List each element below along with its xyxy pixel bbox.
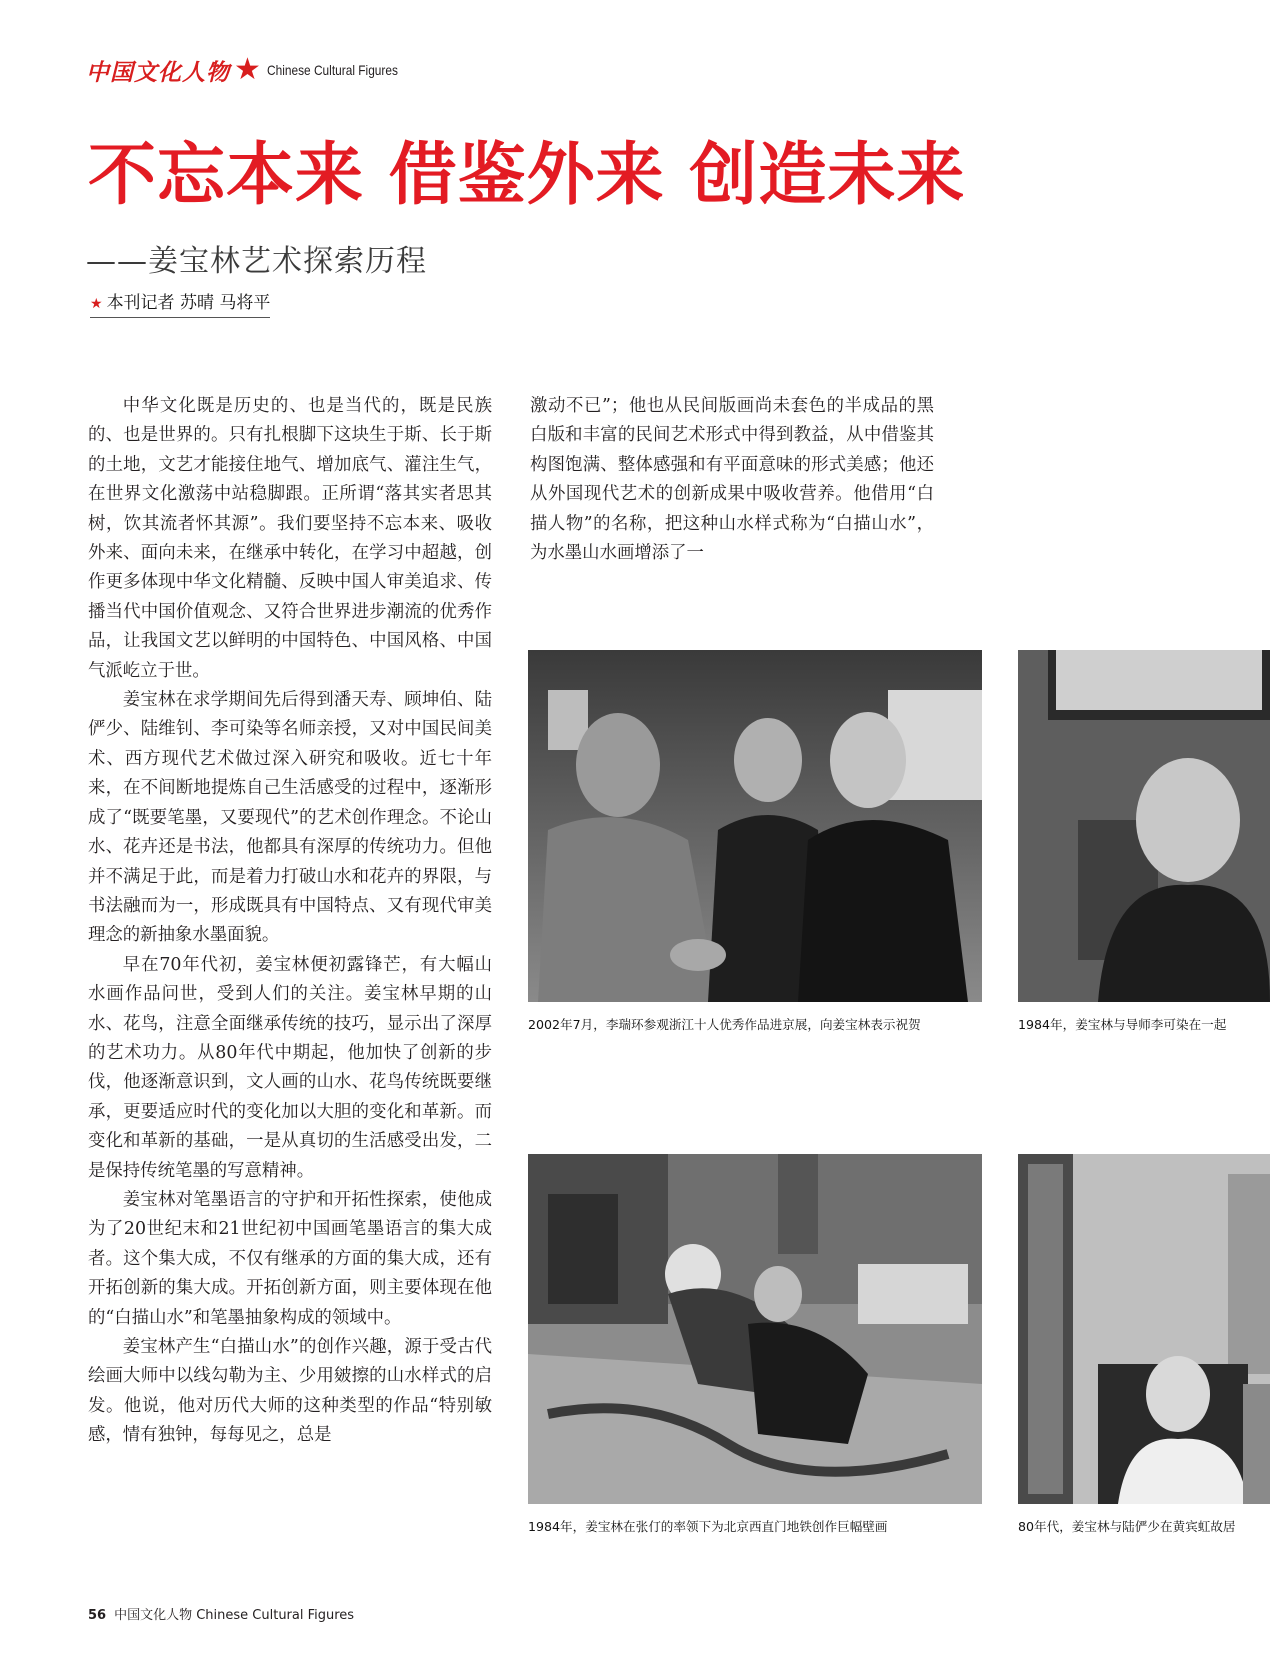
paragraph: 激动不已”；他也从民间版画尚未套色的半成品的黑白版和丰富的民间艺术形式中得到教益，从中借鉴其构图饱满、整体感强和有平面意味的形式美感；他还从外国现代艺术的创新成果中吸收营养。他借用“白描人物”的名称，把这种山水样式称为“白描山水”，为水墨山水画增添了一 [530,396,934,564]
star-icon: ★ [234,52,261,87]
photo-caption: 1984年，姜宝林与导师李可染在一起 [1018,1017,1227,1032]
photo-with-lu-yanshao [1018,1154,1270,1504]
magazine-name-cn: 中国文化人物 [86,58,230,86]
paragraph: 姜宝林在求学期间先后得到潘天寿、顾坤伯、陆俨少、陆维钊、李可染等名师亲授，又对中国民间美术、西方现代艺术做过深入研究和吸收。近七十年来，在不间断地提炼自己生活感受的过程中，逐渐形成了“既要笔墨，又要现代”的艺术创作理念。不论山水、花卉还是书法，他都具有深厚的传统功力。但他并不满足于此，而是着力打破山水和花卉的界限，与书法融而为一，形成既具有中国特点、又有现代审美理念的新抽象水墨面貌。 [88,690,492,946]
photo-caption: 1984年，姜宝林在张仃的率领下为北京西直门地铁创作巨幅壁画 [528,1519,888,1534]
magazine-name-en: Chinese Cultural Figures [266,62,398,78]
page-footer [88,1604,354,1623]
paragraph: 姜宝林对笔墨语言的守护和开拓性探索，使他成为了20世纪末和21世纪初中国画笔墨语言的集大成者。这个集大成，不仅有继承的方面的集大成，还有开拓创新的集大成。开拓创新方面，则主要体现在他的“白描山水”和笔墨抽象构成的领域中。 [88,1189,492,1328]
paragraph: 早在70年代初，姜宝林便初露锋芒，有大幅山水画作品问世，受到人们的关注。姜宝林早期的山水、花鸟，注意全面继承传统的技巧，显示出了深厚的艺术功力。从80年代中期起，他加快了创新的步伐，他逐渐意识到，文人画的山水、花鸟传统既要继承，更要适应时代的变化加以大胆的变化和革新。而变化和革新的基础，一是从真切的生活感受出发，二是保持传统笔墨的写意精神。 [88,954,492,1181]
byline-text: 本刊记者 苏晴 马将平 [106,293,271,313]
photo-caption: 80年代，姜宝林与陆俨少在黄宾虹故居 [1018,1519,1236,1534]
photo-mural-painting [528,1154,982,1504]
article-subtitle: ——姜宝林艺术探索历程 [86,244,427,279]
star-icon: ★ [90,296,103,312]
body-column-1 [88,392,492,1451]
paragraph: 中华文化既是历史的、也是当代的，既是民族的、也是世界的。只有扎根脚下这块生于斯、长于斯的土地，文艺才能接住地气、增加底气、灌注生气，在世界文化激荡中站稳脚跟。正所谓“落其实者思其树，饮其流者怀其源”。我们要坚持不忘本来、吸收外来、面向未来，在继承中转化，在学习中超越，创作更多体现中华文化精髓、反映中国人审美追求、传播当代中国价值观念、又符合世界进步潮流的优秀作品，让我国文艺以鲜明的中国特色、中国风格、中国气派屹立于世。 [88,396,492,681]
magazine-header [86,52,421,88]
photo-caption: 2002年7月，李瑞环参观浙江十人优秀作品进京展，向姜宝林表示祝贺 [528,1017,921,1032]
photo-handshake [528,650,982,1002]
byline [90,288,270,318]
page-number: 56 [88,1608,107,1623]
body-column-2 [530,392,934,568]
paragraph: 姜宝林产生“白描山水”的创作兴趣，源于受古代绘画大师中以线勾勒为主、少用皴擦的山水样式的启发。他说，他对历代大师的这种类型的作品“特别敏感，情有独钟，每每见之，总是 [88,1337,492,1446]
article-title: 不忘本来 借鉴外来 创造未来 [88,136,966,215]
footer-text: 中国文化人物 Chinese Cultural Figures [114,1608,355,1623]
photo-with-li-keran [1018,650,1270,1002]
